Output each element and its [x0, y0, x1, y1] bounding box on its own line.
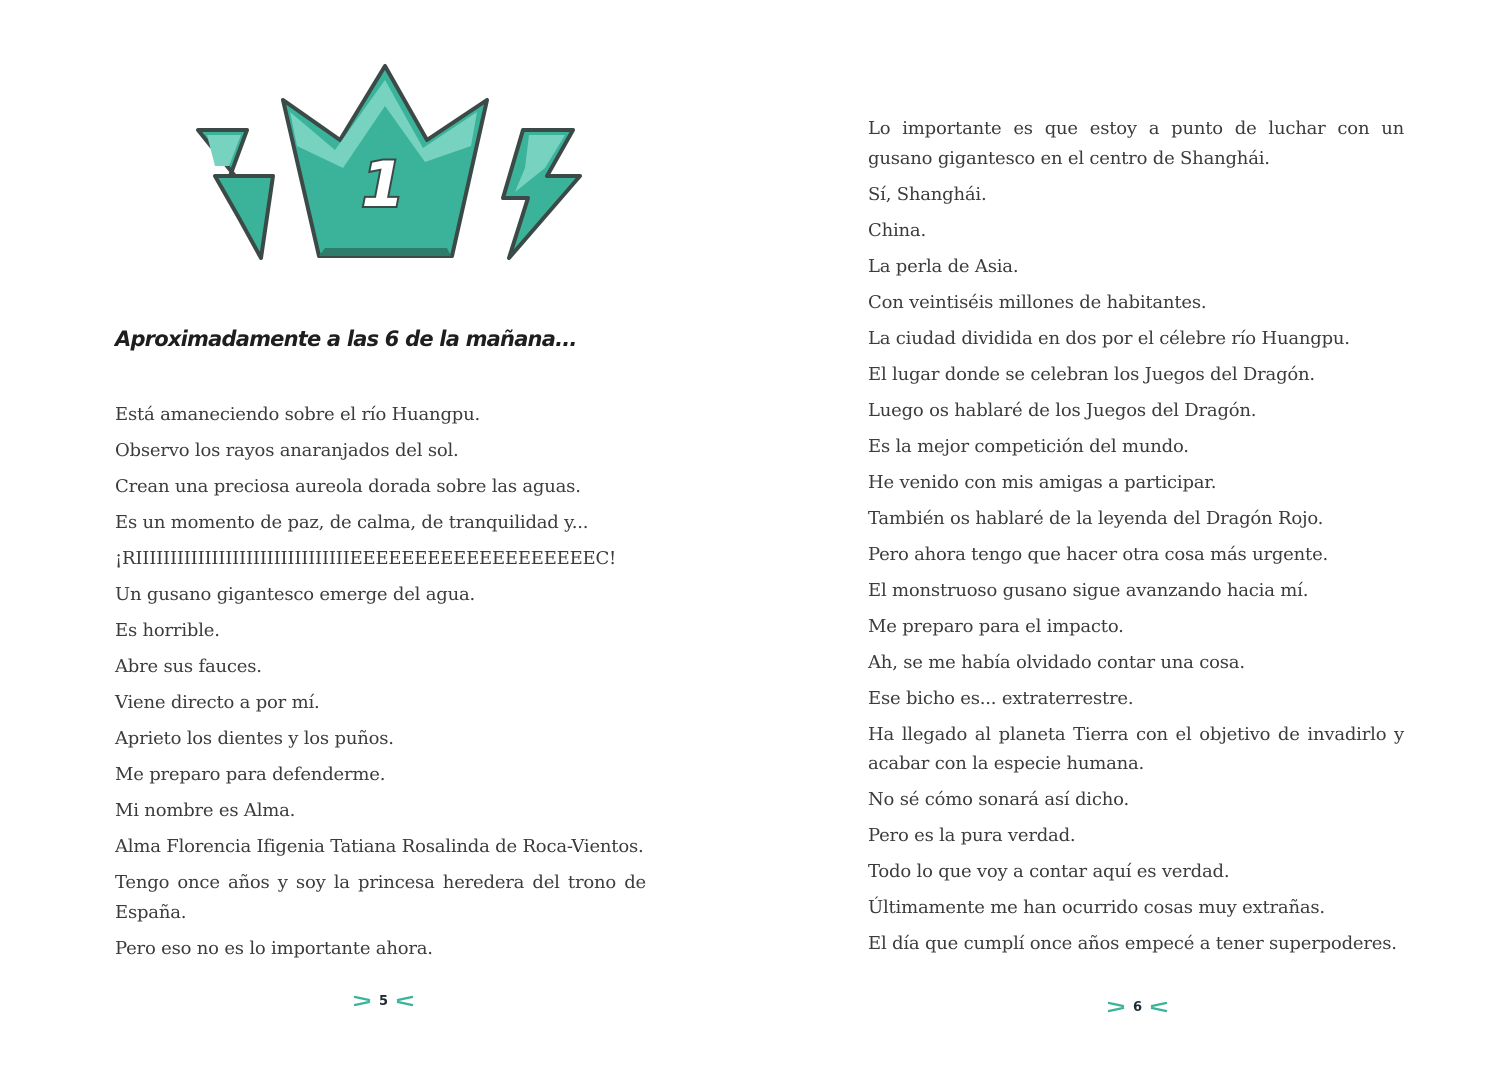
paragraph: Me preparo para el impacto.	[868, 615, 1124, 637]
paragraph: El lugar donde se celebran los Juegos del Dragón.	[868, 363, 1315, 385]
paragraph: Es un momento de paz, de calma, de tranquilidad y...	[115, 512, 589, 533]
page-number	[1107, 999, 1168, 1015]
paragraph: Abre sus fauces.	[115, 656, 262, 677]
paragraph: Es la mejor competición del mundo.	[868, 435, 1189, 457]
page-number-value: 5	[379, 993, 389, 1009]
left-ornament-icon	[353, 993, 373, 1009]
paragraph: ¡RIIIIIIIIIIIIIIIIIIIIIIIIIIIIIIIEEEEEEEEEEEEEEEEEEEC!	[115, 548, 617, 569]
paragraph: Alma Florencia Ifigenia Tatiana Rosalinda de Roca-Vientos.	[115, 836, 644, 857]
paragraph: Aprieto los dientes y los puños.	[115, 728, 394, 749]
paragraph: No sé cómo sonará así dicho.	[868, 789, 1129, 810]
paragraph: Pero ahora tengo que hacer otra cosa más urgente.	[868, 543, 1329, 565]
paragraph: Pero eso no es lo importante ahora.	[115, 937, 433, 959]
paragraph: China.	[868, 219, 926, 241]
paragraph: Pero es la pura verdad.	[868, 825, 1076, 846]
paragraph: Lo importante es que estoy a punto de luchar con un gusano gigantesco en el centro de Shanghái.	[868, 118, 1404, 169]
chapter-heading: Aproximadamente a las 6 de la mañana...	[115, 327, 577, 351]
paragraph: Sí, Shanghái.	[868, 183, 987, 205]
page-number	[353, 993, 414, 1009]
right-ornament-icon	[1148, 999, 1168, 1015]
lightning-bolt-icon	[503, 130, 580, 258]
paragraph: Ese bicho es... extraterrestre.	[868, 687, 1134, 709]
paragraph: Mi nombre es Alma.	[115, 800, 296, 821]
paragraph: Ha llegado al planeta Tierra con el objetivo de invadirlo y acabar con la especie humana.	[868, 723, 1404, 774]
paragraph: La ciudad dividida en dos por el célebre río Huangpu.	[868, 327, 1350, 349]
paragraph: Últimamente me han ocurrido cosas muy extrañas.	[868, 897, 1325, 918]
right-ornament-icon	[394, 993, 414, 1009]
right-page	[750, 0, 1500, 1071]
paragraph: Un gusano gigantesco emerge del agua.	[115, 584, 476, 605]
paragraph: Me preparo para defenderme.	[115, 764, 386, 785]
right-paragraphs	[868, 114, 1404, 965]
lightning-bolt-icon	[198, 130, 273, 258]
paragraph: Ah, se me había olvidado contar una cosa.	[868, 651, 1245, 673]
chapter-number: 1	[361, 148, 405, 221]
paragraph: Crean una preciosa aureola dorada sobre las aguas.	[115, 476, 581, 497]
page-number-value: 6	[1133, 999, 1143, 1015]
paragraph: Con veintiséis millones de habitantes.	[868, 291, 1207, 313]
paragraph: El día que cumplí once años empecé a tener superpoderes.	[868, 933, 1397, 954]
left-paragraphs	[115, 400, 646, 970]
chapter-emblem	[185, 58, 585, 268]
left-ornament-icon	[1107, 999, 1127, 1015]
paragraph: Observo los rayos anaranjados del sol.	[115, 440, 459, 461]
paragraph: Viene directo a por mí.	[115, 692, 320, 713]
paragraph: Luego os hablaré de los Juegos del Dragón.	[868, 399, 1257, 421]
paragraph: Todo lo que voy a contar aquí es verdad.	[868, 861, 1230, 882]
paragraph: La perla de Asia.	[868, 255, 1019, 277]
paragraph: He venido con mis amigas a participar.	[868, 471, 1217, 493]
paragraph: Está amaneciendo sobre el río Huangpu.	[115, 404, 481, 425]
paragraph: Es horrible.	[115, 620, 220, 641]
paragraph: El monstruoso gusano sigue avanzando hacia mí.	[868, 579, 1309, 601]
paragraph: Tengo once años y soy la princesa heredera del trono de España.	[115, 872, 646, 923]
paragraph: También os hablaré de la leyenda del Dragón Rojo.	[868, 507, 1324, 529]
